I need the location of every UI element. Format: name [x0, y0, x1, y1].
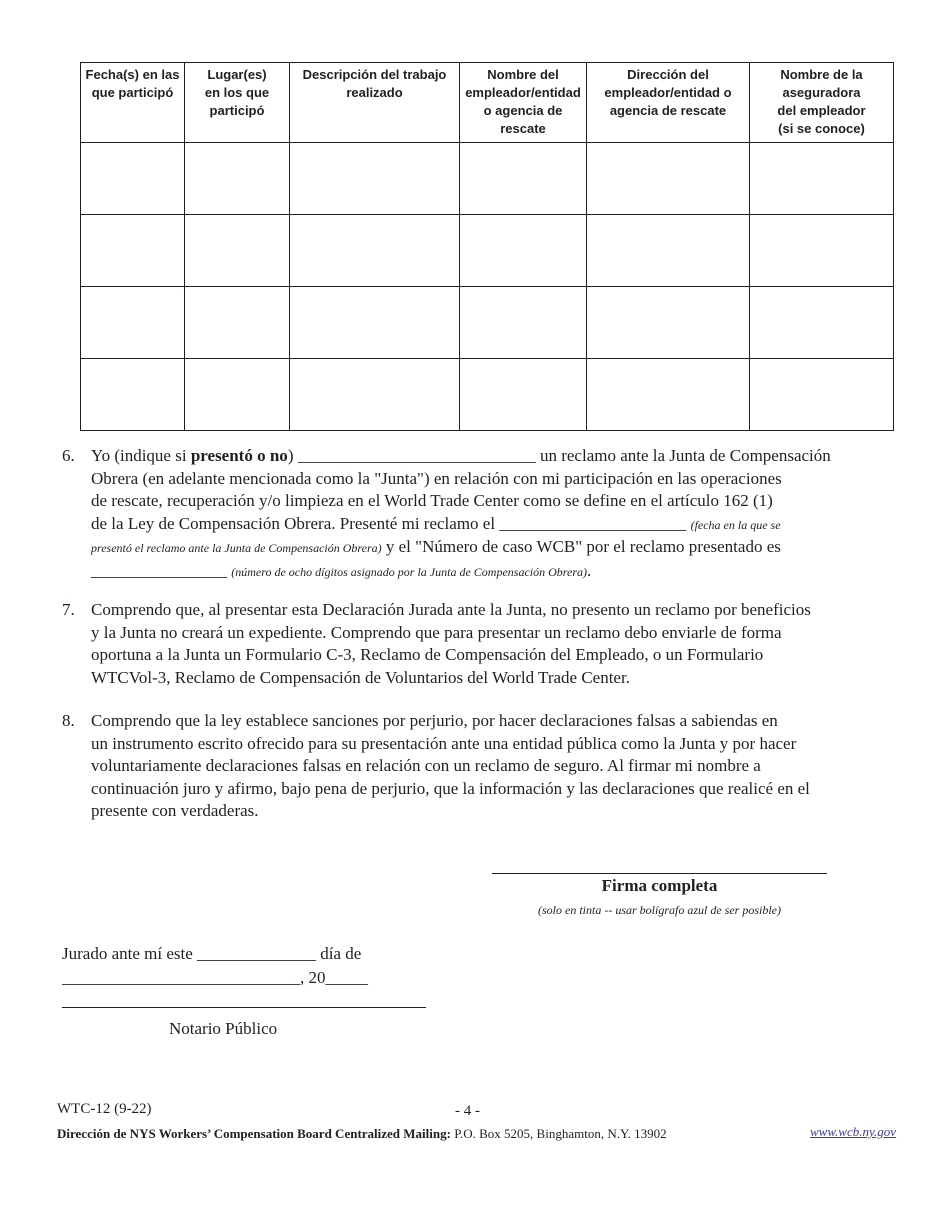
- table-row: [81, 287, 894, 359]
- table-cell[interactable]: [587, 287, 750, 359]
- form-id: WTC-12 (9-22): [57, 1101, 152, 1117]
- item-7-number: 7.: [62, 600, 75, 619]
- item-7-line: y la Junta no creará un expediente. Comprendo que para presentar un reclamo debo enviarle de forma: [91, 622, 782, 642]
- table-cell[interactable]: [81, 143, 185, 215]
- item-8-line: continuación juro y afirmo, bajo pena de perjurio, que la información y las declaraciones que realicé en el: [91, 778, 810, 798]
- table-cell[interactable]: [290, 215, 460, 287]
- item-7-line: oportuna a la Junta un Formulario C-3, Reclamo de Compensación del Empleado, o un Formulario: [91, 645, 764, 665]
- mailing-address: Dirección de NYS Workers’ Compensation Board Centralized Mailing: P.O. Box 5205, Binghamton, N.Y. 13902: [57, 1126, 667, 1141]
- table-cell[interactable]: [290, 143, 460, 215]
- notary-label: Notario Público: [169, 1019, 278, 1038]
- sworn-day-field[interactable]: Jurado ante mí este ______________ día de: [62, 944, 362, 963]
- table-cell[interactable]: [587, 143, 750, 215]
- table-cell[interactable]: [81, 287, 185, 359]
- header-places: Lugar(es) en los que participó: [185, 63, 290, 143]
- notary-signature-line[interactable]: [62, 1007, 426, 1008]
- signature-note: (solo en tinta -- usar bolígrafo azul de ser posible): [538, 903, 781, 917]
- item-6-number: 6.: [62, 446, 75, 465]
- table-cell[interactable]: [185, 359, 290, 431]
- table-row: [81, 359, 894, 431]
- item-8-line: Comprendo que la ley establece sanciones por perjurio, por hacer declaraciones falsas a sabiendas en: [91, 711, 778, 730]
- item-6-line-5: presentó el reclamo ante la Junta de Compensación Obrera) y el "Número de caso WCB" por el reclamo presentado es: [91, 537, 781, 557]
- wcb-website-link[interactable]: www.wcb.ny.gov: [810, 1124, 897, 1139]
- table-cell[interactable]: [460, 287, 587, 359]
- signature-line[interactable]: [492, 873, 827, 874]
- item-6-line-6: ________________ (número de ocho dígitos asignado por la Junta de Compensación Obrera).: [91, 560, 592, 580]
- table-cell[interactable]: [81, 215, 185, 287]
- table-cell[interactable]: [290, 287, 460, 359]
- table-row: [81, 215, 894, 287]
- table-cell[interactable]: [81, 359, 185, 431]
- table-cell[interactable]: [587, 359, 750, 431]
- table-cell[interactable]: [185, 143, 290, 215]
- table-cell[interactable]: [750, 143, 894, 215]
- item-8-number: 8.: [62, 711, 75, 730]
- item-6-line-4: de la Ley de Compensación Obrera. Presenté mi reclamo el ______________________ (fecha en la que se: [91, 513, 781, 533]
- table-cell[interactable]: [750, 359, 894, 431]
- table-cell[interactable]: [750, 215, 894, 287]
- item-6-line-1: Yo (indique si presentó o no) ____________________________ un reclamo ante la Junta de Compensación: [91, 446, 831, 465]
- table-cell[interactable]: [290, 359, 460, 431]
- header-work-description: Descripción del trabajo realizado: [290, 63, 460, 143]
- filed-or-not-field[interactable]: ) ____________________________ un reclamo ante la Junta de Compensación: [287, 446, 831, 465]
- header-dates: Fecha(s) en las que participó: [81, 63, 185, 143]
- claim-date-field[interactable]: de la Ley de Compensación Obrera. Presenté mi reclamo el ______________________: [91, 513, 691, 533]
- item-7-line: Comprendo que, al presentar esta Declaración Jurada ante la Junta, no presento un reclamo por beneficios: [91, 600, 811, 619]
- header-employer-address: Dirección del empleador/entidad o agencia de rescate: [587, 63, 750, 143]
- item-7: [62, 599, 902, 689]
- table-cell[interactable]: [750, 287, 894, 359]
- table-cell[interactable]: [460, 215, 587, 287]
- page-number: - 4 -: [455, 1103, 480, 1119]
- table-row: [81, 143, 894, 215]
- sworn-date-field[interactable]: ____________________________, 20_____: [62, 968, 368, 987]
- header-insurer-name: Nombre de la aseguradora del empleador (si se conoce): [750, 63, 894, 143]
- table-cell[interactable]: [185, 215, 290, 287]
- item-8-line: presente con verdaderas.: [91, 801, 259, 821]
- table-cell[interactable]: [185, 287, 290, 359]
- table-cell[interactable]: [460, 359, 587, 431]
- wcb-case-number-field[interactable]: ________________: [91, 560, 232, 580]
- item-7-line: WTCVol-3, Reclamo de Compensación de Voluntarios del World Trade Center.: [91, 667, 630, 687]
- item-6: [62, 445, 902, 584]
- table-cell[interactable]: [587, 215, 750, 287]
- header-employer-name: Nombre del empleador/entidad o agencia de rescate: [460, 63, 587, 143]
- item-8: [62, 710, 902, 823]
- signature-title: Firma completa: [601, 876, 718, 895]
- item-6-line-3: de rescate, recuperación y/o limpieza en el World Trade Center como se define en el artículo 162 (1): [91, 491, 773, 511]
- item-6-line-2: Obrera (en adelante mencionada como la "Junta") en relación con mi participación en las operaciones: [91, 468, 782, 488]
- table-cell[interactable]: [460, 143, 587, 215]
- table-header-row: [81, 63, 894, 143]
- participation-table: [80, 62, 894, 431]
- item-8-line: voluntariamente declaraciones falsas en relación con un reclamo de seguro. Al firmar mi nombre a: [91, 756, 761, 776]
- item-8-line: un instrumento escrito ofrecido para su presentación ante una entidad pública como la Junta y por hacer: [91, 733, 797, 753]
